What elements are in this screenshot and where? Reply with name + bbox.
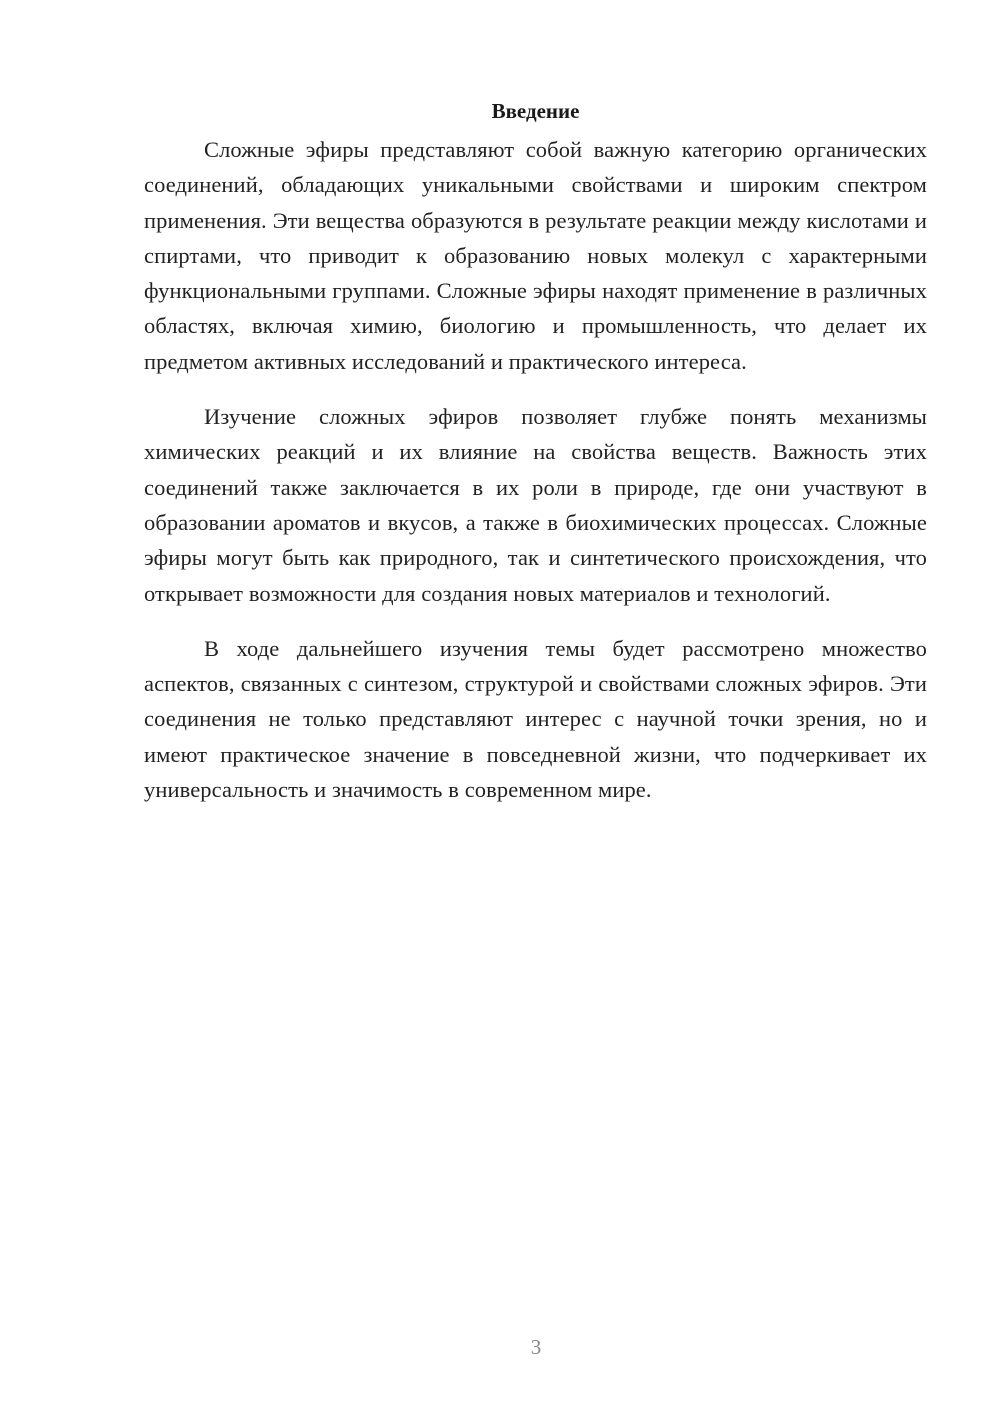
- document-body: [144, 96, 927, 827]
- section-title: Введение: [491, 99, 580, 123]
- paragraph-2: Изучение сложных эфиров позволяет глубже понять механизмы химических реакций и их влияние на свойства веществ. Важность этих соединений также заключается в их роли в природе, где они участвуют в образовании ароматов и вкусов, а также в биохимических процессах. Сложные эфиры могут быть как природного, так и синтетического происхождения, что открывает возможности для создания новых материалов и технологий.: [144, 404, 927, 606]
- paragraph-1: Сложные эфиры представляют собой важную категорию органических соединений, обладающих уникальными свойствами и широким спектром применения. Эти вещества образуются в результате реакции между кислотами и спиртами, что приводит к образованию новых молекул с характерными функциональными группами. Сложные эфиры находят применение в различных областях, включая химию, биологию и промышленность, что делает их предметом активных исследований и практического интереса.: [144, 137, 927, 374]
- page-number: 3: [530, 1335, 542, 1359]
- paragraph-3: В ходе дальнейшего изучения темы будет рассмотрено множество аспектов, связанных с синтезом, структурой и свойствами сложных эфиров. Эти соединения не только представляют интерес с научной точки зрения, но и имеют практическое значение в повседневной жизни, что подчеркивает их универсальность и значимость в современном мире.: [144, 635, 927, 803]
